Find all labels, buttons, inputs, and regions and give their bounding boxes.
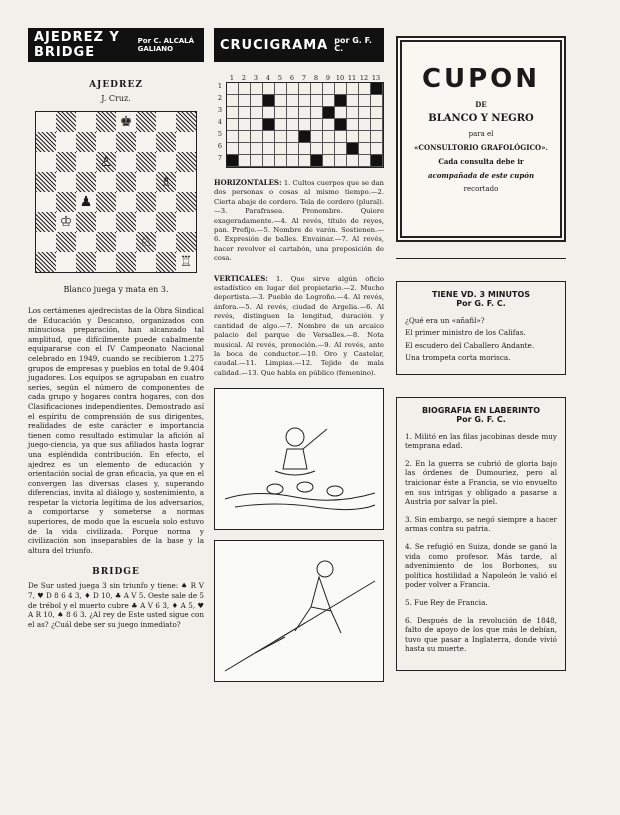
crossword-banner xyxy=(214,28,384,62)
crossword-cell[interactable] xyxy=(359,119,371,131)
coupon-line3: recortado xyxy=(463,185,499,193)
chess-square xyxy=(36,152,56,172)
crossword-row-number: 7 xyxy=(217,154,223,162)
chess-square xyxy=(116,232,136,252)
crossword-cell[interactable] xyxy=(299,119,311,131)
crossword-col-number: 3 xyxy=(253,74,259,82)
chess-square xyxy=(36,192,56,212)
quiz-author: Por G. F. C. xyxy=(456,299,506,308)
crossword-cell[interactable] xyxy=(299,83,311,95)
crossword-cell xyxy=(323,107,335,119)
crossword-vertical-clues xyxy=(214,274,384,378)
chess-square xyxy=(96,152,116,172)
crossword-cell[interactable] xyxy=(227,131,239,143)
crossword-col-number: 13 xyxy=(371,74,381,82)
crossword-cell[interactable] xyxy=(251,95,263,107)
crossword-col-number: 5 xyxy=(277,74,283,82)
crossword-cell[interactable] xyxy=(359,155,371,167)
chess-square xyxy=(36,112,56,132)
crossword-col-number: 2 xyxy=(241,74,247,82)
chess-board xyxy=(35,111,197,273)
crossword-cell[interactable] xyxy=(347,83,359,95)
chess-square xyxy=(176,232,196,252)
biography-title: BIOGRAFIA EN LABERINTO xyxy=(421,405,541,415)
chess-square xyxy=(36,212,56,232)
crossword-cell[interactable] xyxy=(239,95,251,107)
crossword-cell[interactable] xyxy=(251,143,263,155)
crossword-cell[interactable] xyxy=(323,119,335,131)
chess-bridge-banner xyxy=(28,28,204,62)
crossword-cell[interactable] xyxy=(287,155,299,167)
chess-square xyxy=(76,192,96,212)
biography-item: 1. Militó en las filas jacobinas desde muy temprana edad. xyxy=(405,431,557,451)
coupon-line1: Cada consulta debe ir xyxy=(438,157,524,166)
crossword-cell[interactable] xyxy=(251,107,263,119)
crossword-cell[interactable] xyxy=(359,143,371,155)
bridge-problem: De Sur usted juega 3 sin triunfo y tiene: ♠ R V 7, ♥ D 8 6 4 3, ♦ D 10, ♣ A V 5. Oeste sale de 5 de trébol y el muerto cubre ♣ A V 6 3, ♦ A 5, ♥ A R 10, ♠ 8 6 3. ¿Al rey de Este usted sigue con el as? ¿Cuál debe ser su juego inmediato? xyxy=(28,581,204,629)
crossword-cell xyxy=(311,155,323,167)
crossword-cell[interactable] xyxy=(275,95,287,107)
chess-square xyxy=(36,132,56,152)
chess-square xyxy=(56,192,76,212)
chess-piece: ♙ xyxy=(99,154,113,170)
crossword-cell xyxy=(227,155,239,167)
chess-square xyxy=(76,112,96,132)
chess-square xyxy=(116,212,136,232)
crossword-row-number: 1 xyxy=(217,82,223,90)
crossword-cell[interactable] xyxy=(275,119,287,131)
chess-square xyxy=(176,172,196,192)
crossword-cell[interactable] xyxy=(287,95,299,107)
crossword-cell[interactable] xyxy=(359,107,371,119)
crossword-cell[interactable] xyxy=(347,95,359,107)
chess-square xyxy=(136,172,156,192)
crossword-cell[interactable] xyxy=(239,119,251,131)
crossword-cell[interactable] xyxy=(287,131,299,143)
horizontal-text: 1. Cultos cuerpos que se dan dos personas o cosas al mismo tiempo.—2. Cierta abaje de cordero. Tela de cordero (plural).—3. Parafrasea. Pronombre. Quiere exageradamente.—4. Al revés, título de reyes, pan. Prefijo.—5. Nombre de varón. Sostienen.—6. Expresión de balles. Envainar.—7. Al revés, hacer revolver el cartabón, una preposición de cosa. xyxy=(214,179,384,263)
crossword-cell[interactable] xyxy=(299,143,311,155)
crossword-column xyxy=(214,28,384,682)
crossword-cell[interactable] xyxy=(347,131,359,143)
chess-square xyxy=(136,132,156,152)
crossword-cell[interactable] xyxy=(311,107,323,119)
chess-bridge-title: AJEDREZ Y BRIDGE xyxy=(34,30,120,60)
crossword-cell xyxy=(263,119,275,131)
crossword-row-number: 6 xyxy=(217,142,223,150)
chess-piece: ♖ xyxy=(179,254,193,270)
crossword-cell[interactable] xyxy=(311,95,323,107)
crossword-cell[interactable] xyxy=(299,155,311,167)
crossword-cell[interactable] xyxy=(227,95,239,107)
crossword-row-numbers xyxy=(214,82,226,168)
crossword-cell[interactable] xyxy=(239,131,251,143)
chess-square xyxy=(76,132,96,152)
coupon-para: para el xyxy=(468,130,494,138)
crossword-cell[interactable] xyxy=(371,143,383,155)
chess-square xyxy=(116,152,136,172)
crossword-cell[interactable] xyxy=(347,107,359,119)
crossword-row-number: 5 xyxy=(217,130,223,138)
crossword-col-number: 11 xyxy=(347,74,357,82)
chess-square xyxy=(36,252,56,272)
crossword-cell[interactable] xyxy=(371,131,383,143)
chess-square xyxy=(156,112,176,132)
chess-square xyxy=(176,132,196,152)
chess-square xyxy=(36,232,56,252)
crossword-cell[interactable] xyxy=(299,107,311,119)
chess-square xyxy=(116,252,136,272)
chess-square xyxy=(156,192,176,212)
chess-square xyxy=(76,152,96,172)
chess-square xyxy=(96,132,116,152)
chess-square xyxy=(56,112,76,132)
crossword-cell[interactable] xyxy=(263,143,275,155)
crossword-cell[interactable] xyxy=(311,83,323,95)
chess-square xyxy=(176,192,196,212)
chess-piece: ♗ xyxy=(159,174,173,190)
crossword-cell[interactable] xyxy=(287,107,299,119)
chess-square xyxy=(176,212,196,232)
biography-item: 3. Sin embargo, se negó siempre a hacer armas contra su patria. xyxy=(405,514,557,534)
chess-square xyxy=(76,172,96,192)
chess-square xyxy=(156,172,176,192)
crossword-col-number: 7 xyxy=(301,74,307,82)
crossword-horizontal-clues xyxy=(214,178,384,264)
cartoon-bottom xyxy=(214,540,384,682)
crossword-cell[interactable] xyxy=(251,131,263,143)
horizontal-heading: HORIZONTALES: xyxy=(214,178,282,187)
chess-square xyxy=(96,252,116,272)
chess-square xyxy=(156,132,176,152)
chess-square xyxy=(136,212,156,232)
biography-item: 4. Se refugió en Suiza, donde se ganó la vida como profesor. Más tarde, al advenimiento de los Borbones, su política hostilidad a Napoleón le valió el poder volver a Francia. xyxy=(405,541,557,590)
crossword-cell[interactable] xyxy=(287,83,299,95)
crossword-puzzle xyxy=(214,74,384,168)
coupon-consultorio: «CONSULTORIO GRAFOLÓGICO». xyxy=(414,143,548,152)
crossword-cell[interactable] xyxy=(239,143,251,155)
crossword-cell[interactable] xyxy=(359,95,371,107)
chess-article: Los certámenes ajedrecistas de la Obra Sindical de Educación y Descanso, organizados con minuciosa preparación, han alcanzado tal amplitud, que difícilmente puede cabalmente equipararse con el IV Campeonato Nacional celebrado en 1949, cuando se recibieron 1.275 grupos de empresas y pueblos en total de 9.404 jugadores. Los equipos se agrupaban en cuatro series, según el número de componentes de cada grupo y hogares contra hogares, con dos Clasificaciones independientes. Demostrado así el espíritu de comprensión de sus dirigentes, realidades de este carácter e importancia tienen como resultado estimular la afición al juego-ciencia, ya que sus afiliados hasta lograr una espléndida contribución. En efecto, el ajedrez es un elemento de educación y orientación social de gran eficacia, ya que en el convergen las diversas clases y, superando diferencias, invita al diálogo y, sostenimiento, a respetar la victoria legítima de los adversarios, a comportarse y someterse a normas superiores, de modo que la escuela solo estuvo de la vida civilizada. Porque norma y civilización son inseparables de la base y la altura del triunfo. xyxy=(28,306,204,555)
chess-square xyxy=(136,112,156,132)
crossword-cell[interactable] xyxy=(323,131,335,143)
chess-square xyxy=(76,212,96,232)
biography-item: 6. Después de la revolución de 1848, falto de apoyo de los que más le debían, tuvo que pasar a Inglaterra, donde vivió hasta su muerte. xyxy=(405,615,557,654)
chess-piece: ♘ xyxy=(139,234,153,250)
chess-square xyxy=(56,252,76,272)
chess-caption: Blanco juega y mata en 3. xyxy=(63,285,169,294)
divider xyxy=(396,258,566,259)
crossword-row-number: 3 xyxy=(217,106,223,114)
crossword-cell[interactable] xyxy=(275,107,287,119)
crossword-cell[interactable] xyxy=(371,119,383,131)
coupon-de: DE xyxy=(475,100,487,109)
crossword-cell[interactable] xyxy=(347,155,359,167)
chess-square xyxy=(156,152,176,172)
chess-square xyxy=(36,172,56,192)
crossword-col-number: 9 xyxy=(325,74,331,82)
quiz-option: Una trompeta corta morisca. xyxy=(405,353,511,363)
crossword-col-number: 8 xyxy=(313,74,319,82)
crossword-cell xyxy=(263,95,275,107)
crossword-cell[interactable] xyxy=(359,131,371,143)
coupon-box[interactable] xyxy=(396,36,566,242)
crossword-cell[interactable] xyxy=(323,83,335,95)
crossword-col-number: 4 xyxy=(265,74,271,82)
chess-square xyxy=(56,152,76,172)
crossword-cell xyxy=(371,83,383,95)
crossword-grid xyxy=(226,82,384,168)
crossword-col-number: 1 xyxy=(229,74,235,82)
chess-heading: AJEDREZ xyxy=(89,80,143,90)
chess-square xyxy=(76,232,96,252)
chess-square xyxy=(116,192,136,212)
crossword-cell[interactable] xyxy=(371,95,383,107)
crossword-cell[interactable] xyxy=(323,155,335,167)
crossword-cell[interactable] xyxy=(251,83,263,95)
chess-bridge-column xyxy=(28,28,204,629)
biography-author: Por G. F. C. xyxy=(456,414,506,424)
crossword-col-number: 6 xyxy=(289,74,295,82)
crossword-cell[interactable] xyxy=(251,155,263,167)
coupon-brand: BLANCO Y NEGRO xyxy=(428,113,534,124)
crossword-cell[interactable] xyxy=(275,143,287,155)
crossword-cell[interactable] xyxy=(359,83,371,95)
chess-square xyxy=(176,112,196,132)
vertical-text: 1. Que sirve algún oficio estadístico en lugar del propietario.—2. Mucho deportista.—3. Pueblo de Logroño.—4. Al revés, ánfora.—5. Al revés, ciudad de Argelia.—6. Al revés, distinguen la longitud, duración y cantidad de algo.—7. Nombre de un arcaico palacio del parque de Versalles.—8. Nota musical. Al revés, pronoción.—9. Al revés, ante la boca de conductor.—10. Oro y Castelar, caudal.—11. Limpias.—12. Tejido de mala calidad.—13. Que habla en público (femenino). xyxy=(214,274,384,377)
crossword-cell xyxy=(335,95,347,107)
crossword-cell[interactable] xyxy=(239,107,251,119)
quiz-option: El escudero del Caballero Andante. xyxy=(405,340,535,350)
crossword-cell xyxy=(335,119,347,131)
chess-piece: ♟ xyxy=(79,194,93,210)
crossword-column-numbers xyxy=(214,74,384,82)
crossword-cell[interactable] xyxy=(299,95,311,107)
crossword-col-number: 10 xyxy=(335,74,345,82)
chess-square xyxy=(76,252,96,272)
chess-square xyxy=(96,212,116,232)
chess-square xyxy=(96,192,116,212)
chess-square xyxy=(116,172,136,192)
crossword-cell[interactable] xyxy=(239,155,251,167)
chess-square xyxy=(136,252,156,272)
right-column xyxy=(396,28,566,671)
crossword-cell[interactable] xyxy=(275,131,287,143)
crossword-cell[interactable] xyxy=(227,143,239,155)
crossword-cell[interactable] xyxy=(287,119,299,131)
biography-list xyxy=(405,432,557,654)
biography-item: 5. Fue Rey de Francia. xyxy=(405,597,488,607)
crossword-cell[interactable] xyxy=(251,119,263,131)
crossword-cell[interactable] xyxy=(263,83,275,95)
chess-square xyxy=(136,152,156,172)
crossword-cell[interactable] xyxy=(275,155,287,167)
cartoon-boat-illustration xyxy=(215,389,383,529)
quiz-box xyxy=(396,281,566,375)
crossword-cell[interactable] xyxy=(323,95,335,107)
chess-square xyxy=(56,132,76,152)
crossword-cell[interactable] xyxy=(287,143,299,155)
chess-square xyxy=(96,232,116,252)
crossword-cell[interactable] xyxy=(239,83,251,95)
chess-bridge-byline: Por C. ALCALÁ GALIANO xyxy=(137,37,194,53)
crossword-cell[interactable] xyxy=(335,155,347,167)
crossword-cell[interactable] xyxy=(335,131,347,143)
crossword-row-number: 4 xyxy=(217,118,223,126)
chess-square xyxy=(156,232,176,252)
cartoon-skier-illustration xyxy=(215,541,383,681)
chess-square xyxy=(96,172,116,192)
chess-square xyxy=(176,252,196,272)
biography-item: 2. En la guerra se cubrió de gloria bajo las órdenes de Dumouriez, pero al traicionar éste a Francia, se vio envuelto en sus intrigas y obligado a pasarse a Austria por salvar la piel. xyxy=(405,458,557,507)
crossword-cell[interactable] xyxy=(311,131,323,143)
chess-square xyxy=(116,112,136,132)
quiz-question: ¿Qué era un «añafil»? xyxy=(405,316,485,325)
crossword-cell[interactable] xyxy=(335,107,347,119)
chess-square xyxy=(56,172,76,192)
crossword-cell[interactable] xyxy=(323,143,335,155)
crossword-cell[interactable] xyxy=(263,131,275,143)
crossword-cell xyxy=(371,155,383,167)
crossword-col-number: 12 xyxy=(359,74,369,82)
crossword-cell[interactable] xyxy=(311,143,323,155)
chess-author: J. Cruz. xyxy=(101,94,131,103)
quiz-title: TIENE VD. 3 MINUTOS xyxy=(432,290,530,299)
crossword-cell[interactable] xyxy=(335,143,347,155)
crossword-cell[interactable] xyxy=(335,83,347,95)
vertical-heading: VERTICALES: xyxy=(214,273,268,283)
crossword-cell xyxy=(347,143,359,155)
crossword-byline: por G. F. C. xyxy=(334,36,372,53)
chess-square xyxy=(56,212,76,232)
crossword-cell xyxy=(299,131,311,143)
bridge-heading: BRIDGE xyxy=(92,567,140,578)
crossword-title: CRUCIGRAMA xyxy=(220,37,329,53)
chess-square xyxy=(156,252,176,272)
biography-box xyxy=(396,397,566,671)
crossword-cell[interactable] xyxy=(227,107,239,119)
crossword-row-number: 2 xyxy=(217,94,223,102)
chess-square xyxy=(116,132,136,152)
cartoon-top xyxy=(214,388,384,530)
quiz-option: El primer ministro de los Califas. xyxy=(405,328,526,338)
crossword-cell[interactable] xyxy=(311,119,323,131)
crossword-cell[interactable] xyxy=(275,83,287,95)
chess-square xyxy=(136,232,156,252)
coupon-title: CUPON xyxy=(421,64,541,94)
chess-square xyxy=(96,112,116,132)
chess-piece: ♚ xyxy=(119,114,133,130)
chess-square xyxy=(156,212,176,232)
crossword-cell[interactable] xyxy=(227,119,239,131)
coupon-line2: acompañada de este cupón xyxy=(427,171,535,180)
chess-square xyxy=(56,232,76,252)
crossword-cell[interactable] xyxy=(227,83,239,95)
crossword-cell[interactable] xyxy=(263,107,275,119)
crossword-cell[interactable] xyxy=(347,119,359,131)
crossword-cell[interactable] xyxy=(371,107,383,119)
chess-piece: ♔ xyxy=(59,214,73,230)
crossword-cell[interactable] xyxy=(263,155,275,167)
chess-square xyxy=(176,152,196,172)
chess-square xyxy=(136,192,156,212)
